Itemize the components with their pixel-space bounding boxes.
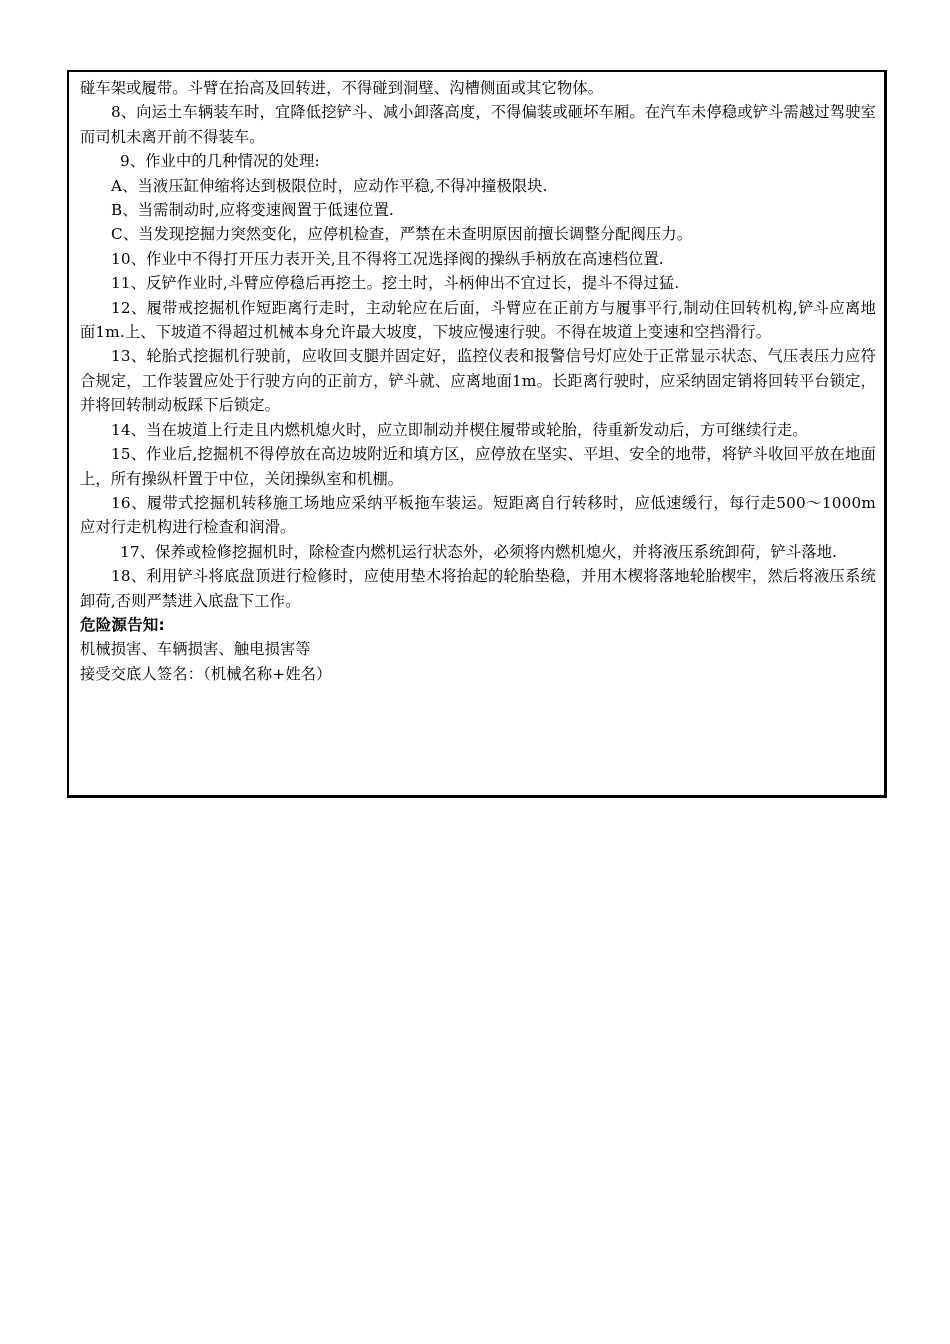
safety-paragraph: C、当发现挖掘力突然变化，应停机检查，严禁在未查明原因前擅长调整分配阀压力。: [111, 225, 693, 244]
safety-paragraph: 10、作业中不得打开压力表开关,且不得将工况选择阀的操纵手柄放在高速档位置.: [111, 249, 664, 268]
signature-line: 接受交底人签名：（机械名称+姓名）: [80, 664, 332, 683]
safety-paragraph: 8、向运土车辆装车时，宜降低挖铲斗、减小卸落高度，不得偏装或砸坏车厢。在汽车未停稳或铲斗需越过驾驶室而司机未离开前不得装车。: [80, 103, 876, 146]
paragraph-list: [80, 76, 876, 613]
safety-paragraph: 11、反铲作业时,斗臂应停稳后再挖土。挖土时，斗柄伸出不宜过长，提斗不得过猛.: [111, 274, 680, 293]
safety-paragraph: 15、作业后,挖掘机不得停放在高边坡附近和填方区，应停放在坚实、平坦、安全的地带，将铲斗收回平放在地面上，所有操纵杆置于中位，关闭操纵室和机棚。: [80, 445, 876, 488]
hazard-heading: 危险源告知:: [80, 615, 165, 634]
safety-paragraph: B、当需制动时,应将变速阀置于低速位置.: [111, 201, 395, 220]
safety-paragraph: A、当液压缸伸缩将达到极限位时，应动作平稳,不得冲撞极限块.: [111, 176, 548, 195]
document-box: [67, 70, 887, 798]
safety-paragraph: 13、轮胎式挖掘机行驶前，应收回支腿并固定好，监控仪表和报警信号灯应处于正常显示状态、气压表压力应符合规定，工作装置应处于行驶方向的正前方，铲斗就、应离地面1m。长距离行驶时，应采纳固定销将回转平台锁定，并将回转制动板踩下后锁定。: [80, 347, 876, 415]
safety-paragraph: 12、履带戒挖掘机作短距离行走时，主动轮应在后面，斗臂应在正前方与履事平行,制动住回转机构,铲斗应离地面1m.上、下坡道不得超过机械本身允许最大坡度，下坡应慢速行驶。不得在坡道上变速和空挡滑行。: [80, 298, 876, 342]
safety-paragraph: 17、保养或检修挖掘机时，除检查内燃机运行状态外，必须将内燃机熄火，并将液压系统卸荷，铲斗落地.: [120, 542, 838, 561]
hazard-text: 机械损害、车辆损害、触电损害等: [80, 640, 311, 659]
safety-paragraph: 14、当在坡道上行走且内燃机熄火时，应立即制动并楔住履带或轮胎，待重新发动后，方可继续行走。: [111, 420, 808, 439]
safety-paragraph: 9、作业中的几种情况的处理:: [120, 152, 320, 171]
safety-paragraph: 碰车架或履带。斗臂在抬高及回转进，不得碰到洞壁、沟槽侧面或其它物体。: [80, 79, 604, 97]
safety-paragraph: 16、履带式挖掘机转移施工场地应采纳平板拖车装运。短距离自行转移时，应低速缓行，每行走500～1000m应对行走机构进行检查和润滑。: [80, 493, 876, 537]
safety-paragraph: 18、利用铲斗将底盘顶进行检修时，应使用垫木将抬起的轮胎垫稳，并用木楔将落地轮胎楔牢，然后将液压系统卸荷,否则严禁进入底盘下工作。: [80, 567, 876, 610]
